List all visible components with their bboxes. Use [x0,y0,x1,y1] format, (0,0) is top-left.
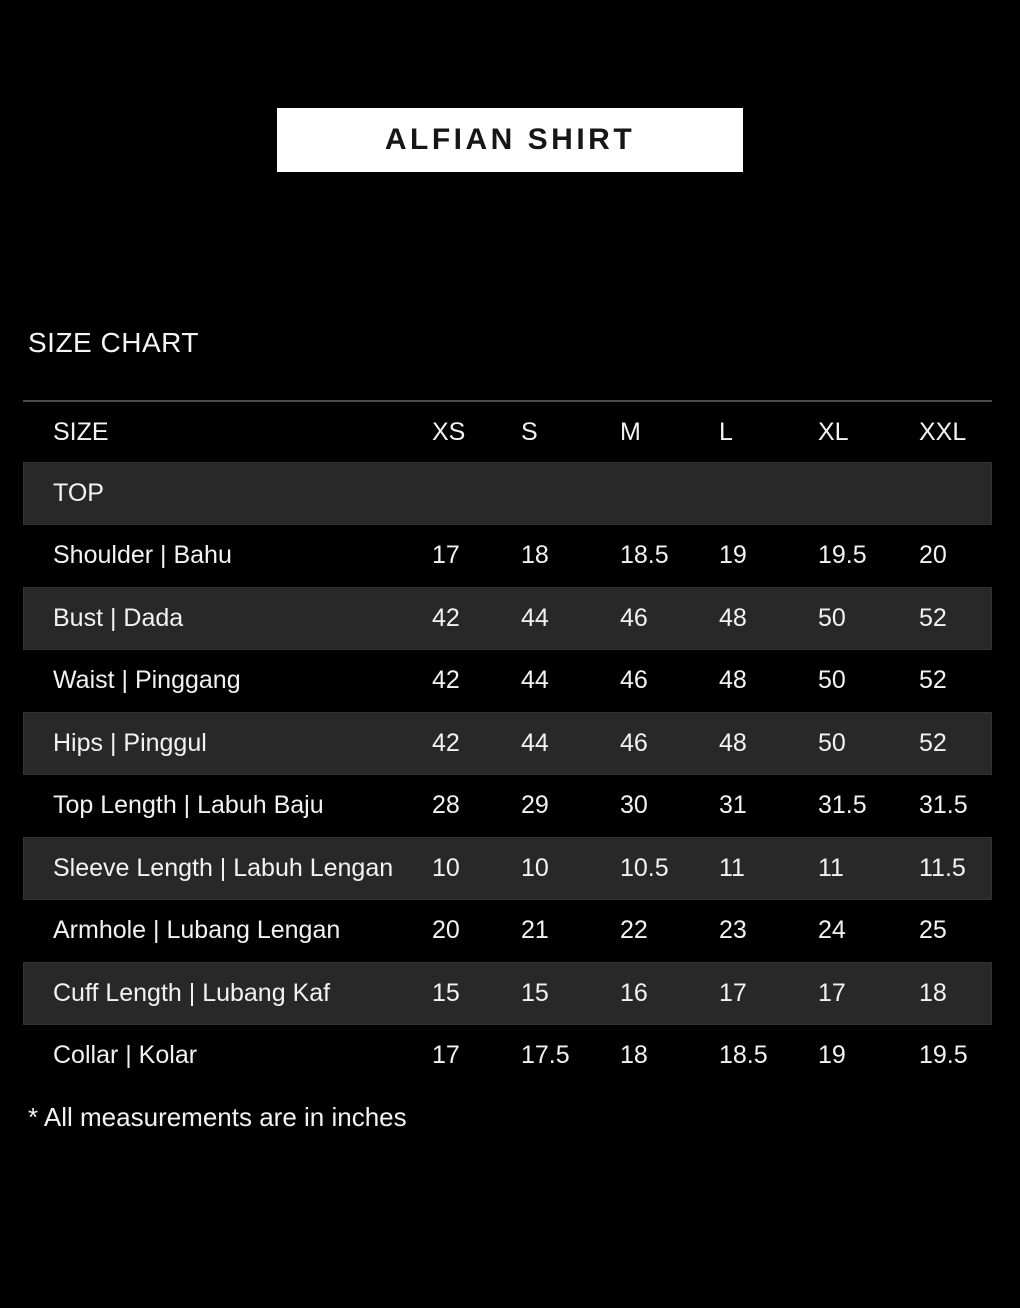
table-body [23,525,992,1088]
cell-value: 50 [818,728,846,757]
cell-value: 50 [818,603,846,632]
table-row [23,1025,992,1088]
cell-value: 48 [719,603,747,632]
section-label: TOP [53,478,104,507]
cell-value: 28 [432,791,460,820]
cell-value: 22 [620,916,648,945]
cell-value: 42 [432,666,460,695]
measurements-note: * All measurements are in inches [28,1102,407,1132]
row-label: Shoulder | Bahu [53,541,232,570]
column-header-xl: XL [818,417,849,446]
cell-value: 18 [521,541,549,570]
cell-value: 30 [620,791,648,820]
cell-value: 16 [620,978,648,1007]
cell-value: 18 [620,1041,648,1070]
cell-value: 10 [521,853,549,882]
table-row [23,775,992,838]
product-title: ALFIAN SHIRT [384,123,636,156]
table-row [23,587,992,650]
cell-value: 19.5 [919,1041,968,1070]
cell-value: 20 [919,541,947,570]
cell-value: 44 [521,666,549,695]
cell-value: 19.5 [818,541,867,570]
cell-value: 11 [818,853,844,882]
column-header-m: M [620,417,641,446]
column-header-xs: XS [432,417,466,446]
cell-value: 17 [719,978,747,1007]
cell-value: 19 [719,541,747,570]
cell-value: 31.5 [919,791,968,820]
cell-value: 48 [719,666,747,695]
cell-value: 31 [719,791,747,820]
cell-value: 42 [432,728,460,757]
cell-value: 18.5 [620,541,669,570]
product-title-banner [277,108,743,172]
cell-value: 50 [818,666,846,695]
column-header-l: L [719,417,733,446]
column-header-s: S [521,417,538,446]
table-header-row [23,402,992,462]
row-label: Sleeve Length | Labuh Lengan [53,853,394,882]
table-row [23,525,992,588]
table-row [23,712,992,775]
cell-value: 19 [818,1041,846,1070]
size-chart-heading: SIZE CHART [28,327,199,358]
cell-value: 11.5 [919,853,966,882]
cell-value: 17 [432,1041,460,1070]
row-label: Armhole | Lubang Lengan [53,916,341,945]
table-row [23,650,992,713]
cell-value: 10.5 [620,853,669,882]
row-label: Bust | Dada [53,603,184,632]
cell-value: 17 [432,541,460,570]
cell-value: 20 [432,916,460,945]
section-row-top [23,462,992,525]
row-label: Top Length | Labuh Baju [53,791,324,820]
cell-value: 44 [521,728,549,757]
cell-value: 31.5 [818,791,867,820]
cell-value: 48 [719,728,747,757]
cell-value: 29 [521,791,549,820]
cell-value: 52 [919,603,947,632]
row-label: Hips | Pinggul [53,728,207,757]
cell-value: 52 [919,728,947,757]
cell-value: 15 [432,978,460,1007]
column-header-size: SIZE [53,417,109,446]
cell-value: 17 [818,978,846,1007]
cell-value: 21 [521,916,549,945]
cell-value: 46 [620,666,648,695]
cell-value: 23 [719,916,747,945]
column-header-xxl: XXL [919,417,967,446]
cell-value: 11 [719,853,745,882]
cell-value: 10 [432,853,460,882]
size-chart-table [23,400,992,1087]
cell-value: 25 [919,916,947,945]
row-label: Cuff Length | Lubang Kaf [53,978,331,1007]
cell-value: 18 [919,978,947,1007]
table-row [23,900,992,963]
row-label: Collar | Kolar [53,1041,198,1070]
cell-value: 15 [521,978,549,1007]
row-label: Waist | Pinggang [53,666,241,695]
cell-value: 44 [521,603,549,632]
table-row [23,962,992,1025]
cell-value: 52 [919,666,947,695]
cell-value: 46 [620,603,648,632]
table-row [23,837,992,900]
cell-value: 17.5 [521,1041,570,1070]
cell-value: 46 [620,728,648,757]
cell-value: 18.5 [719,1041,768,1070]
cell-value: 42 [432,603,460,632]
cell-value: 24 [818,916,846,945]
